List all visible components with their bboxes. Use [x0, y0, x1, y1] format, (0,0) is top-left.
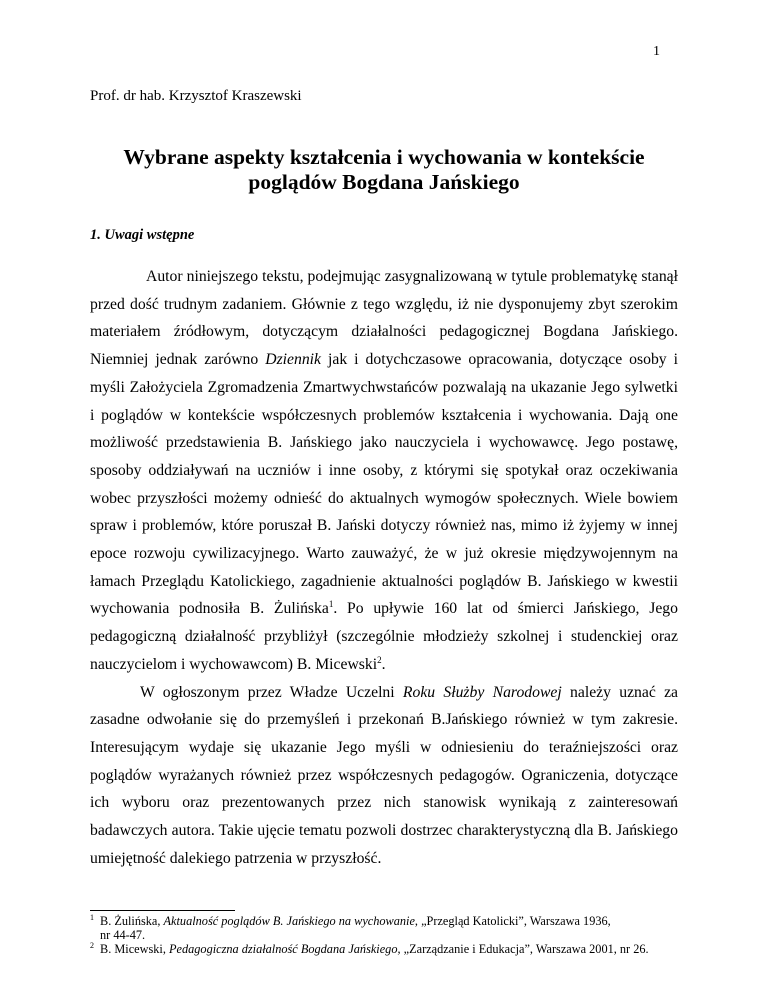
paragraph-2	[90, 679, 678, 873]
paragraph-2-text-a: W ogłoszonym przez Władze Uczelni	[140, 683, 403, 701]
paragraph-1-text-a: Autor niniejszego tekstu, podejmując zasygnalizowaną w tytule problematykę stanął przed dość trudnym zadaniem. Głównie z tego względu, iż nie dysponujemy zbyt szerokim materiałem źródłowym, dotyczącym działalności pedagogicznej Bogdana Jańskiego. Niemniej jednak zarówno	[90, 268, 678, 369]
footnote-ref-1: 1	[328, 599, 334, 610]
footnote-2-number: 2	[90, 941, 94, 950]
paragraph-1	[90, 263, 678, 679]
footnote-1-italic: Aktualność poglądów B. Jańskiego na wychowanie	[163, 914, 415, 928]
footnote-2-italic: Pedagogiczna działalność Bogdana Jańskiego,	[169, 942, 401, 956]
paragraph-2-text-b: należy uznać za zasadne odwołanie się do przemyśleń i przekonań B.Jańskiego również w tym zakresie. Interesującym wydaje się ukazanie Jego myśli w odniesieniu do teraźniejszości oraz poglądów wyrażanych również przez współczesnych pedagogów. Ograniczenia, dotyczące ich wyboru oraz prezentowanych przez nich stanowisk wynikają z zainteresowań badawczych autora. Takie ujęcie tematu pozwoli dostrzec charakterystyczną dla B. Jańskiego umiejętność dalekiego patrzenia w przyszłość.	[90, 683, 678, 867]
footnote-ref-2: 2	[377, 654, 382, 665]
footnotes	[90, 914, 690, 956]
paragraph-2-italic: Roku Służby Narodowej	[402, 683, 562, 701]
footnote-1-number: 1	[90, 913, 94, 922]
title-line-2: poglądów Bogdana Jańskiego	[248, 170, 520, 194]
footnote-2-text-post: „Zarządzanie i Edukacja”, Warszawa 2001, nr 26.	[400, 942, 649, 956]
footnote-1-text-post: , „Przegląd Katolicki”, Warszawa 1936,	[414, 914, 611, 928]
page-number: 1	[653, 44, 660, 59]
footnote-1	[90, 914, 690, 942]
section-heading: 1. Uwagi wstępne	[90, 227, 195, 243]
body-text	[90, 263, 678, 872]
footnote-2-text-pre: B. Micewski,	[100, 942, 169, 956]
footnote-1-continuation: nr 44-47.	[100, 928, 146, 942]
title-line-1: Wybrane aspekty kształcenia i wychowania w kontekście	[123, 145, 645, 169]
paragraph-1-text-b: jak i dotychczasowe opracowania, dotyczące osoby i myśli Założyciela Zgromadzenia Zmartwychwstańców pozwalają na ukazanie Jego sylwetki i poglądów w kontekście współczesnych problemów kształcenia i wychowania. Dają one możliwość przedstawienia B. Jańskiego jako nauczyciela i wychowawcę. Jego postawę, sposoby oddziaływań na uczniów i inne osoby, z którymi się spotykał oraz oczekiwania wobec przyszłości możemy odnieść do aktualnych wymogów społecznych. Wiele bowiem spraw i problemów, które poruszał B. Jański dotyczy również nas, mimo iż żyjemy w innej epoce rozwoju cywilizacyjnego. Warto zauważyć, że w już okresie międzywojennym na łamach Przeglądu Katolickiego, zagadnienie aktualności poglądów B. Jańskiego w kwestii wychowania podnosiła B. Żulińska	[90, 351, 679, 618]
footnote-2	[90, 942, 690, 956]
paragraph-1-text-c: . Po upływie 160 lat od śmierci Jańskiego, Jego pedagogiczną działalność przybliżył (szczególnie młodzieży szkolnej i studenckiej oraz nauczycielom i wychowawcom) B. Micewski	[90, 600, 678, 673]
paragraph-1-text-d: .	[381, 655, 386, 673]
footnote-1-text-pre: B. Żulińska,	[100, 914, 164, 928]
paragraph-1-italic: Dziennik	[265, 351, 321, 369]
footnote-separator	[90, 910, 235, 911]
author-line: Prof. dr hab. Krzysztof Kraszewski	[90, 88, 302, 104]
document-title	[90, 145, 678, 195]
